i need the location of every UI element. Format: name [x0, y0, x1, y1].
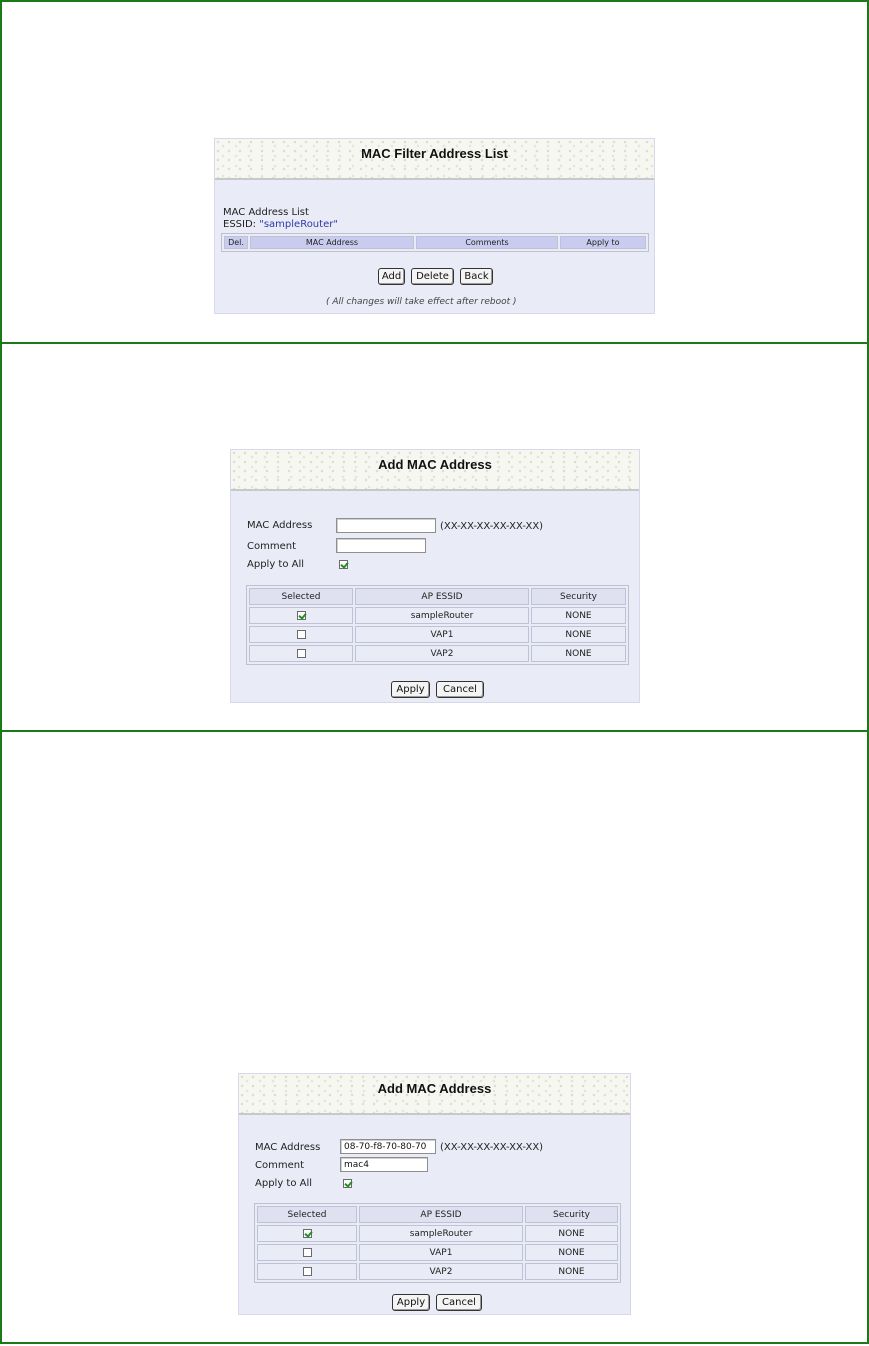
- row-essid: sampleRouter: [359, 1225, 523, 1242]
- mac-address-table: [221, 233, 649, 252]
- apply-to-all-checkbox[interactable]: [339, 560, 348, 569]
- panel-header: [239, 1074, 630, 1115]
- row-select-cell: [257, 1263, 357, 1280]
- reboot-note: ( All changes will take effect after reboot ): [326, 297, 517, 307]
- col-security: Security: [531, 588, 626, 605]
- comment-input[interactable]: mac4: [340, 1157, 428, 1172]
- mac-address-label: MAC Address: [255, 1142, 321, 1153]
- apply-to-all-label: Apply to All: [255, 1178, 313, 1189]
- add-button[interactable]: Add: [378, 268, 405, 285]
- apply-button[interactable]: Apply: [391, 681, 430, 698]
- back-button[interactable]: Back: [460, 268, 493, 285]
- mac-format-hint: (XX-XX-XX-XX-XX-XX): [440, 1142, 544, 1153]
- col-security: Security: [525, 1206, 618, 1223]
- row-essid: sampleRouter: [355, 607, 529, 624]
- row-security: NONE: [531, 645, 626, 662]
- cancel-button[interactable]: Cancel: [436, 681, 484, 698]
- mac-format-hint: (XX-XX-XX-XX-XX-XX): [440, 521, 544, 532]
- table-header-row: [257, 1206, 618, 1223]
- col-selected: Selected: [257, 1206, 357, 1223]
- mac-address-label: MAC Address: [247, 520, 313, 531]
- col-mac-address: MAC Address: [250, 236, 414, 249]
- row-essid: VAP1: [355, 626, 529, 643]
- page-title: MAC Filter Address List: [361, 146, 508, 161]
- row-security: NONE: [525, 1263, 618, 1280]
- table-row: [257, 1225, 618, 1242]
- comment-label: Comment: [247, 541, 296, 552]
- cancel-button[interactable]: Cancel: [436, 1294, 482, 1311]
- apply-to-all-label: Apply to All: [247, 559, 305, 570]
- essid-label: ESSID:: [223, 219, 257, 230]
- mac-list-label: MAC Address List: [223, 207, 309, 218]
- table-row: [249, 645, 626, 662]
- mac-filter-list-panel: [214, 138, 655, 314]
- row-essid: VAP1: [359, 1244, 523, 1261]
- table-row: [249, 626, 626, 643]
- page-title: Add MAC Address: [377, 1081, 492, 1096]
- table-row: [257, 1263, 618, 1280]
- comment-input[interactable]: [336, 538, 426, 553]
- row-select-checkbox[interactable]: [297, 630, 306, 639]
- row-security: NONE: [531, 626, 626, 643]
- col-comments: Comments: [416, 236, 558, 249]
- col-apply-to: Apply to: [560, 236, 646, 249]
- row-select-cell: [249, 607, 353, 624]
- panel-header: [215, 139, 654, 180]
- ap-essid-table: [254, 1203, 621, 1283]
- row-select-checkbox[interactable]: [297, 611, 306, 620]
- essid-value: "sampleRouter": [259, 219, 338, 230]
- row-select-cell: [257, 1244, 357, 1261]
- row-select-checkbox[interactable]: [303, 1229, 312, 1238]
- col-ap-essid: AP ESSID: [359, 1206, 523, 1223]
- add-mac-panel-filled: [238, 1073, 631, 1315]
- row-essid: VAP2: [359, 1263, 523, 1280]
- ap-essid-table: [246, 585, 629, 665]
- row-select-checkbox[interactable]: [303, 1248, 312, 1257]
- row-select-checkbox[interactable]: [297, 649, 306, 658]
- table-row: [249, 607, 626, 624]
- mac-address-input[interactable]: [336, 518, 436, 533]
- row-select-cell: [257, 1225, 357, 1242]
- row-security: NONE: [525, 1244, 618, 1261]
- table-header-row: [224, 236, 646, 249]
- panel-header: [231, 450, 639, 491]
- row-security: NONE: [531, 607, 626, 624]
- col-del: Del.: [224, 236, 248, 249]
- apply-to-all-checkbox[interactable]: [343, 1179, 352, 1188]
- comment-label: Comment: [255, 1160, 304, 1171]
- apply-button[interactable]: Apply: [392, 1294, 430, 1311]
- essid-line: [223, 219, 338, 230]
- add-mac-panel-empty: [230, 449, 640, 703]
- row-essid: VAP2: [355, 645, 529, 662]
- table-row: [257, 1244, 618, 1261]
- col-ap-essid: AP ESSID: [355, 588, 529, 605]
- page-title: Add MAC Address: [378, 457, 492, 472]
- row-select-cell: [249, 626, 353, 643]
- col-selected: Selected: [249, 588, 353, 605]
- row-security: NONE: [525, 1225, 618, 1242]
- mac-address-input[interactable]: 08-70-f8-70-80-70: [340, 1139, 436, 1154]
- row-select-cell: [249, 645, 353, 662]
- row-select-checkbox[interactable]: [303, 1267, 312, 1276]
- table-header-row: [249, 588, 626, 605]
- delete-button[interactable]: Delete: [411, 268, 454, 285]
